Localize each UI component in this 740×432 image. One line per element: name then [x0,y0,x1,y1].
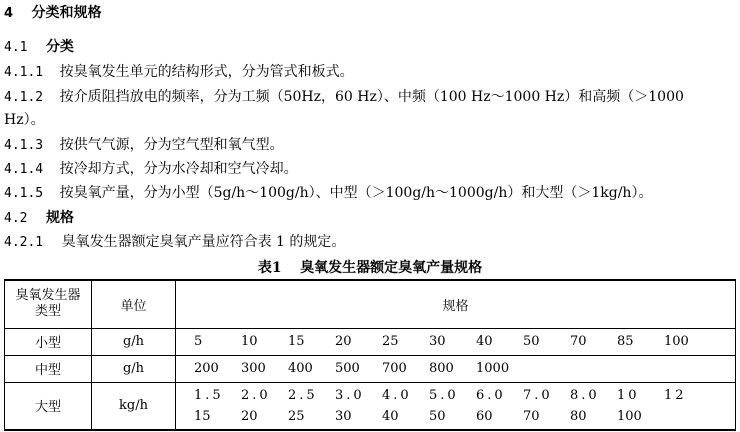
spec-table [4,279,736,431]
subsection-heading [4,38,74,57]
subsection-title: 分类 [45,39,74,55]
row-type: 大型 [5,382,92,430]
header-unit: 单位 [92,280,176,328]
clause-number: 4.1.3 [4,138,44,153]
subsection-title: 规格 [45,210,74,226]
table-label: 表1 [257,260,282,276]
value-cell: 15 [194,408,211,424]
value-cell: 60 [476,408,493,424]
value-cell: 50 [523,334,540,349]
clause-text: 臭氧发生器额定臭氧产量应符合表 1 的规定。 [61,234,346,250]
value-cell: 1000 [476,361,510,376]
value-cell: 30 [335,408,352,424]
values-list [176,361,735,376]
table-row [5,328,736,355]
value-cell: 70 [523,408,540,424]
value-cell: 8.0 [570,387,600,403]
table-title: 臭氧发生器额定臭氧产量规格 [300,260,483,276]
header-spec: 规格 [176,280,736,328]
clause [4,184,652,203]
header-type-line1: 臭氧发生器 [15,288,81,304]
subsection-number: 4.2 [4,211,28,226]
value-cell: 6.0 [476,387,506,403]
value-cell: 20 [335,334,352,349]
value-cell: 4.0 [382,387,412,403]
row-values [176,355,736,382]
value-cell: 100 [617,408,642,424]
clause-text: 按介质阻挡放电的频率，分为工频（50Hz，60 Hz）、中频（100 Hz～1000 Hz）和高频（＞1000 [59,89,684,105]
value-cell: 400 [288,361,313,376]
value-cell: 15 [288,334,305,349]
value-cell: 85 [617,334,634,349]
value-cell: 12 [664,387,687,403]
row-type: 小型 [5,328,92,355]
clause [4,136,284,155]
value-cell: 2.0 [241,387,271,403]
clause-number: 4.1.4 [4,162,44,177]
clause-text: 按臭氧发生单元的结构形式，分为管式和板式。 [59,64,354,80]
section-number: 4 [4,6,14,21]
clause [4,88,684,107]
value-cell: 100 [664,334,689,349]
value-cell: 2.5 [288,387,318,403]
clause-text: 按冷却方式，分为水冷却和空气冷却。 [59,161,298,177]
value-cell: 80 [570,408,587,424]
value-cell: 700 [382,361,407,376]
row-values [176,328,736,355]
row-type: 中型 [5,355,92,382]
values-list [176,388,735,403]
clause-text: 按供气气源，分为空气型和氧气型。 [59,137,284,153]
value-cell: 3.0 [335,387,365,403]
value-cell: 7.0 [523,387,553,403]
value-cell: 25 [288,408,305,424]
clause-number: 4.1.2 [4,90,44,105]
value-cell: 800 [429,361,454,376]
table-header-row [5,280,736,328]
value-cell: 5 [194,334,203,349]
clause-number: 4.1.1 [4,65,44,80]
value-cell: 5.0 [429,387,459,403]
subsection-number: 4.1 [4,40,28,55]
value-cell: 300 [241,361,266,376]
value-cell: 500 [335,361,360,376]
table-row [5,382,736,430]
row-unit: g/h [92,355,176,382]
clause-continuation: Hz）。 [4,112,45,128]
values-list [176,334,735,349]
value-cell: 30 [429,334,446,349]
value-cell: 10 [617,387,640,403]
value-cell: 70 [570,334,587,349]
clause [4,233,345,252]
row-unit: g/h [92,328,176,355]
value-cell: 200 [194,361,219,376]
clause [4,160,298,179]
clause-number: 4.2.1 [4,235,44,250]
value-cell: 20 [241,408,258,424]
section-heading [4,4,102,23]
row-unit: kg/h [92,382,176,430]
value-cell: 1.5 [194,387,224,403]
values-list [176,409,735,424]
table-row [5,355,736,382]
value-cell: 40 [382,408,399,424]
clause [4,63,354,82]
table-caption [0,257,740,277]
value-cell: 50 [429,408,446,424]
row-values [176,382,736,430]
header-type-line2: 类型 [34,304,61,320]
section-title: 分类和规格 [31,5,102,21]
value-cell: 25 [382,334,399,349]
clause-number: 4.1.5 [4,186,44,201]
clause-text: 按臭氧产量，分为小型（5g/h～100g/h）、中型（＞100g/h～1000g/h）和大型（＞1kg/h）。 [59,185,653,201]
header-type [5,280,92,328]
value-cell: 10 [241,334,258,349]
subsection-heading [4,209,74,228]
value-cell: 40 [476,334,493,349]
